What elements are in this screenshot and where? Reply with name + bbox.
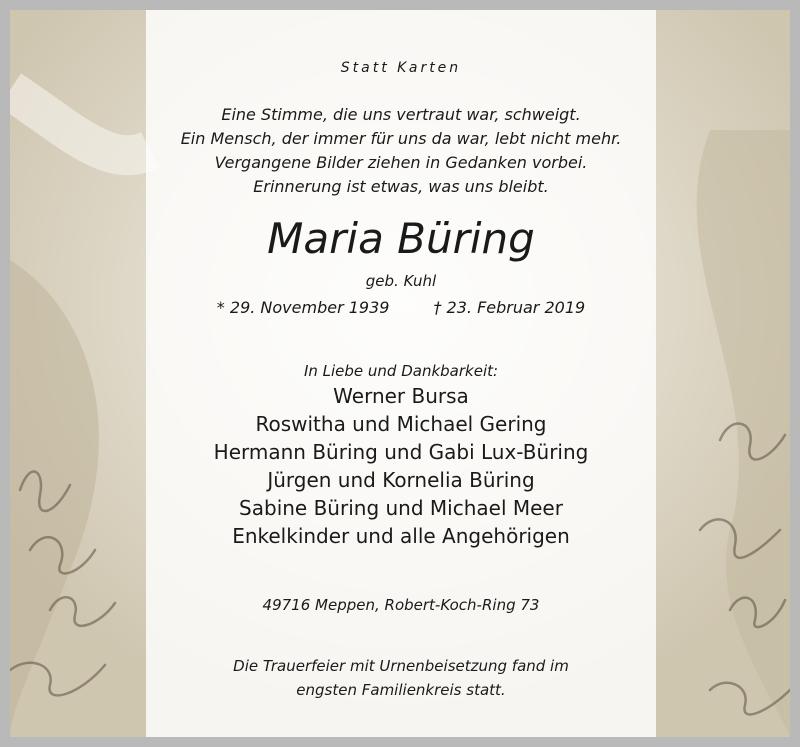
dedication-line: In Liebe und Dankbarkeit: (303, 362, 499, 380)
deceased-name: Maria Büring (267, 214, 535, 263)
mourner-entry: Hermann Büring und Gabi Lux-Büring (213, 440, 589, 464)
birth-date: * 29. November 1939 (216, 298, 390, 317)
memorial-verse (146, 103, 656, 199)
birth-name: geb. Kuhl (365, 272, 437, 290)
mourner-entry: Roswitha und Michael Gering (255, 412, 547, 436)
verse-line: Vergangene Bilder ziehen in Gedanken vorbei. (214, 153, 588, 172)
life-dates (146, 298, 656, 317)
ceremony-line: Die Trauerfeier mit Urnenbeisetzung fand im (233, 657, 569, 675)
mourner-entry: Werner Bursa (333, 384, 469, 408)
verse-line: Eine Stimme, die uns vertraut war, schweigt. (221, 105, 581, 124)
verse-line: Erinnerung ist etwas, was uns bleibt. (253, 177, 549, 196)
mourner-entry: Sabine Büring und Michael Meer (239, 496, 563, 520)
death-date: † 23. Februar 2019 (433, 298, 586, 317)
ceremony-note (146, 654, 656, 702)
family-address: 49716 Meppen, Robert-Koch-Ring 73 (262, 596, 540, 614)
mourners-list (146, 382, 656, 550)
obituary-notice (10, 10, 790, 737)
text-panel (146, 10, 656, 737)
mourner-entry: Enkelkinder und alle Angehörigen (232, 524, 570, 548)
mourner-entry: Jürgen und Kornelia Büring (267, 468, 535, 492)
intro-line: Statt Karten (340, 60, 462, 76)
verse-line: Ein Mensch, der immer für uns da war, lebt nicht mehr. (180, 129, 622, 148)
ceremony-line: engsten Familienkreis statt. (296, 681, 506, 699)
